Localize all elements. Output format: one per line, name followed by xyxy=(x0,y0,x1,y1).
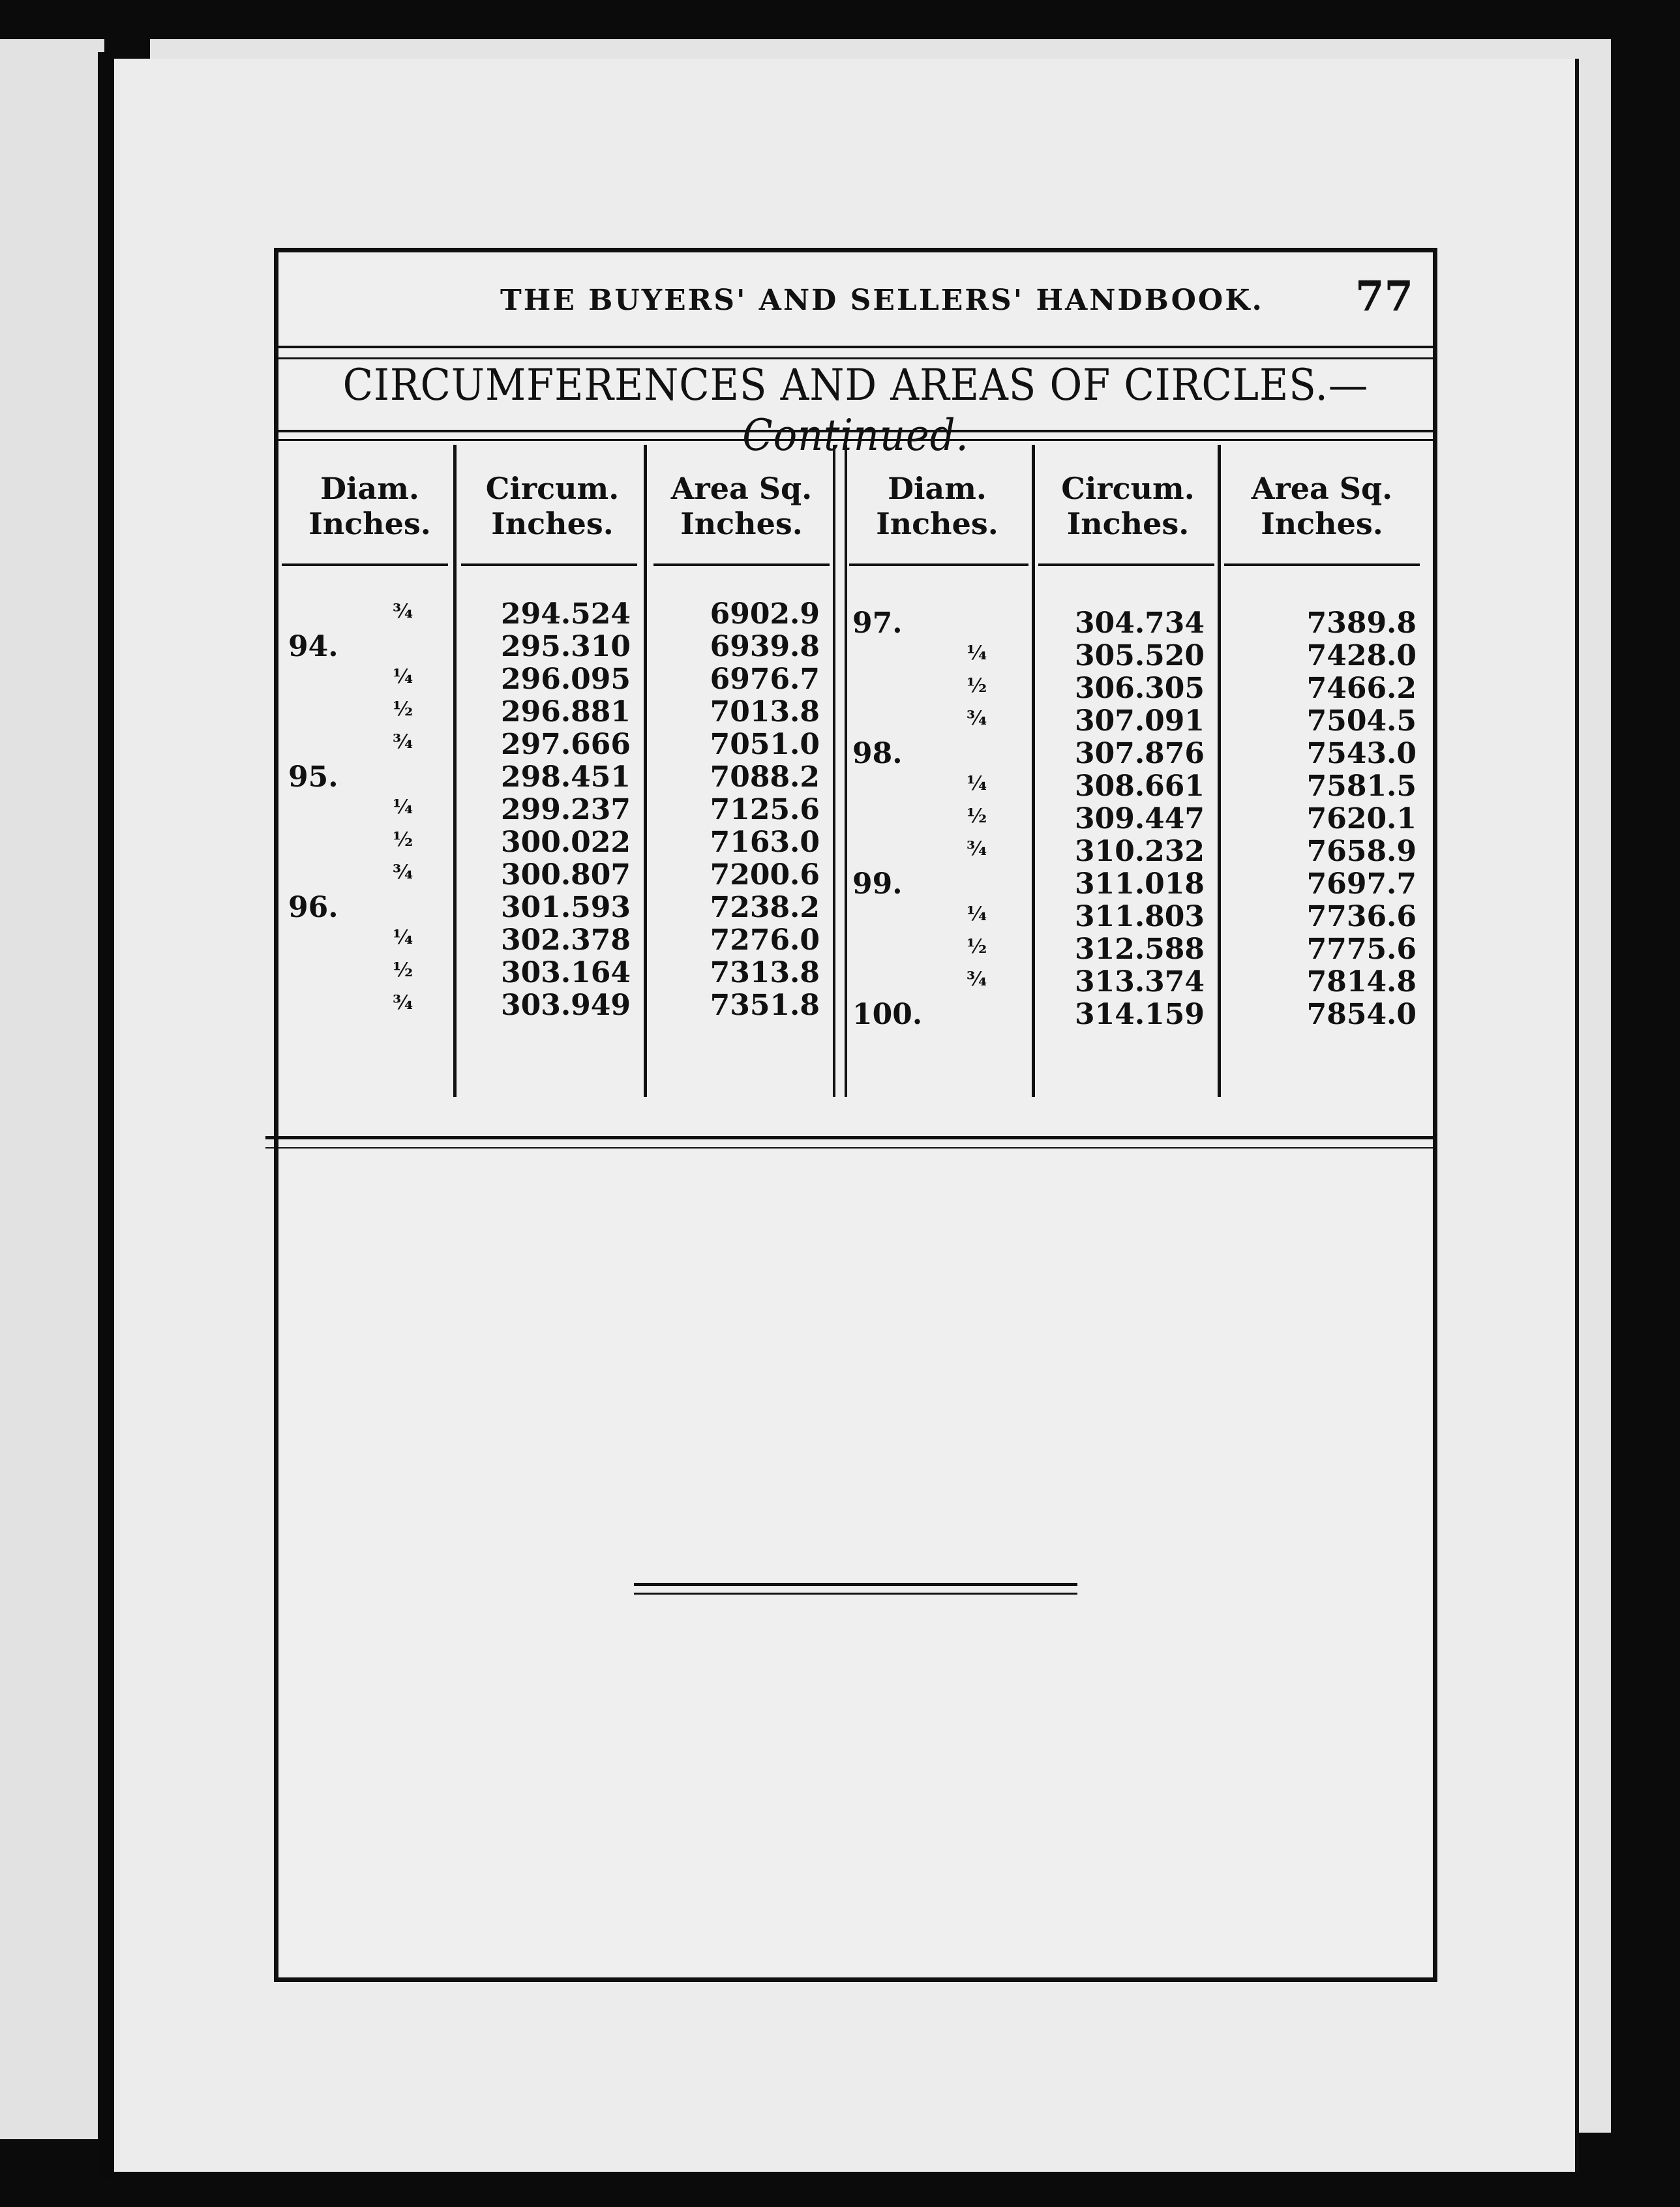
circumference-value: 295.310 xyxy=(500,630,631,663)
header-underline xyxy=(461,563,637,566)
area-value: 7543.0 xyxy=(1306,737,1417,770)
circumference-value: 304.734 xyxy=(1074,607,1205,640)
header-circum-right xyxy=(1038,471,1218,541)
area-value: 7775.6 xyxy=(1306,933,1417,966)
area-value: 7013.8 xyxy=(710,695,820,728)
diameter-fraction: ¾ xyxy=(967,707,987,730)
area-value: 7504.5 xyxy=(1306,704,1417,738)
circumference-value: 301.593 xyxy=(500,891,631,924)
area-value: 7389.8 xyxy=(1306,607,1417,640)
circumference-value: 300.807 xyxy=(500,858,631,892)
diameter-whole: 94. xyxy=(288,630,338,663)
column-divider xyxy=(453,445,457,1097)
area-value: 7313.8 xyxy=(710,956,820,989)
header-diam-right xyxy=(846,471,1028,541)
area-value: 7658.9 xyxy=(1306,835,1417,868)
header-line: Inches. xyxy=(1261,506,1383,541)
header-line: Inches. xyxy=(876,506,998,541)
diameter-fraction: ¾ xyxy=(967,968,987,991)
circles-table xyxy=(278,445,1433,1097)
circumference-value: 311.803 xyxy=(1074,900,1205,933)
area-value: 7854.0 xyxy=(1306,998,1417,1031)
header-line: Inches. xyxy=(491,506,614,541)
header-line: Inches. xyxy=(1066,506,1190,541)
circumference-value: 307.091 xyxy=(1074,704,1205,738)
column-divider xyxy=(1032,445,1035,1097)
column-divider xyxy=(644,445,647,1097)
header-line: Inches. xyxy=(680,506,803,541)
area-value: 7163.0 xyxy=(710,826,820,859)
area-value: 6939.8 xyxy=(710,630,820,663)
header-rule xyxy=(278,346,1433,359)
area-value: 6976.7 xyxy=(710,663,820,696)
header-line: Diam. xyxy=(888,471,987,506)
circumference-value: 296.095 xyxy=(500,663,631,696)
circumference-value: 307.876 xyxy=(1074,737,1205,770)
header-circum-left xyxy=(461,471,644,541)
facing-page-edge xyxy=(0,39,104,2139)
area-value: 7697.7 xyxy=(1306,867,1417,901)
page-number: 77 xyxy=(1355,272,1413,321)
header-line: Area Sq. xyxy=(1251,471,1393,506)
header-underline xyxy=(849,563,1028,566)
circumference-value: 306.305 xyxy=(1074,672,1205,705)
area-value: 7620.1 xyxy=(1306,802,1417,835)
diameter-whole: 95. xyxy=(288,760,338,794)
diameter-whole: 99. xyxy=(852,867,903,901)
book-page xyxy=(114,59,1579,2172)
diameter-fraction: ¼ xyxy=(393,665,413,688)
diameter-fraction: ¾ xyxy=(393,730,413,753)
circumference-value: 314.159 xyxy=(1074,998,1205,1031)
circumference-value: 303.949 xyxy=(500,989,631,1022)
header-line: Circum. xyxy=(1061,471,1195,506)
area-value: 7736.6 xyxy=(1306,900,1417,933)
center-divider xyxy=(833,445,847,1097)
circumference-value: 298.451 xyxy=(500,760,631,794)
header-underline xyxy=(282,563,448,566)
diameter-fraction: ½ xyxy=(393,828,413,851)
diameter-fraction: ¼ xyxy=(967,903,987,925)
title-dash: — xyxy=(1328,360,1369,410)
table-bottom-rule xyxy=(265,1136,1433,1149)
header-area-left xyxy=(650,471,833,541)
diameter-fraction: ¼ xyxy=(967,772,987,795)
circumference-value: 313.374 xyxy=(1074,965,1205,998)
column-divider xyxy=(1218,445,1221,1097)
area-value: 7125.6 xyxy=(710,793,820,826)
header-diam-left xyxy=(292,471,448,541)
area-value: 7351.8 xyxy=(710,989,820,1022)
diameter-whole: 97. xyxy=(852,607,903,640)
table-title-text: CIRCUMFERENCES AND AREAS OF CIRCLES. xyxy=(342,360,1328,410)
table-title-suffix: Continued. xyxy=(742,410,969,460)
circumference-value: 300.022 xyxy=(500,826,631,859)
area-value: 7814.8 xyxy=(1306,965,1417,998)
title-rule xyxy=(278,430,1433,441)
circumference-value: 296.881 xyxy=(500,695,631,728)
area-value: 7051.0 xyxy=(710,728,820,761)
diameter-whole: 100. xyxy=(852,998,923,1031)
diameter-fraction: ¾ xyxy=(393,861,413,884)
header-line: Circum. xyxy=(485,471,620,506)
running-title: THE BUYERS' AND SELLERS' HANDBOOK. xyxy=(500,284,1264,317)
area-value: 7428.0 xyxy=(1306,639,1417,672)
area-value: 6902.9 xyxy=(710,597,820,631)
circumference-value: 303.164 xyxy=(500,956,631,989)
page-header xyxy=(278,252,1433,350)
diameter-fraction: ¾ xyxy=(393,600,413,623)
header-underline xyxy=(1224,563,1420,566)
circumference-value: 308.661 xyxy=(1074,770,1205,803)
circumference-value: 297.666 xyxy=(500,728,631,761)
header-underline xyxy=(653,563,830,566)
page-frame xyxy=(274,248,1437,1982)
circumference-value: 311.018 xyxy=(1074,867,1205,901)
area-value: 7200.6 xyxy=(710,858,820,892)
diameter-fraction: ½ xyxy=(393,698,413,721)
area-value: 7238.2 xyxy=(710,891,820,924)
diameter-fraction: ¼ xyxy=(967,642,987,665)
header-underline xyxy=(1038,563,1214,566)
diameter-fraction: ¾ xyxy=(393,991,413,1014)
circumference-value: 310.232 xyxy=(1074,835,1205,868)
diameter-fraction: ¾ xyxy=(967,837,987,860)
circumference-value: 294.524 xyxy=(500,597,631,631)
header-line: Inches. xyxy=(308,506,431,541)
header-area-right xyxy=(1224,471,1420,541)
diameter-fraction: ½ xyxy=(967,674,987,697)
diameter-fraction: ½ xyxy=(967,935,987,958)
circumference-value: 302.378 xyxy=(500,923,631,957)
diameter-whole: 96. xyxy=(288,891,338,924)
circumference-value: 305.520 xyxy=(1074,639,1205,672)
diameter-fraction: ½ xyxy=(393,959,413,982)
circumference-value: 299.237 xyxy=(500,793,631,826)
diameter-fraction: ½ xyxy=(967,805,987,828)
diameter-whole: 98. xyxy=(852,737,903,770)
circumference-value: 312.588 xyxy=(1074,933,1205,966)
area-value: 7088.2 xyxy=(710,760,820,794)
diameter-fraction: ¼ xyxy=(393,796,413,818)
diameter-fraction: ¼ xyxy=(393,926,413,949)
area-value: 7276.0 xyxy=(710,923,820,957)
area-value: 7466.2 xyxy=(1306,672,1417,705)
area-value: 7581.5 xyxy=(1306,770,1417,803)
header-line: Area Sq. xyxy=(670,471,813,506)
binding-edge xyxy=(98,52,112,2178)
header-line: Diam. xyxy=(320,471,419,506)
end-rule xyxy=(634,1583,1077,1595)
circumference-value: 309.447 xyxy=(1074,802,1205,835)
